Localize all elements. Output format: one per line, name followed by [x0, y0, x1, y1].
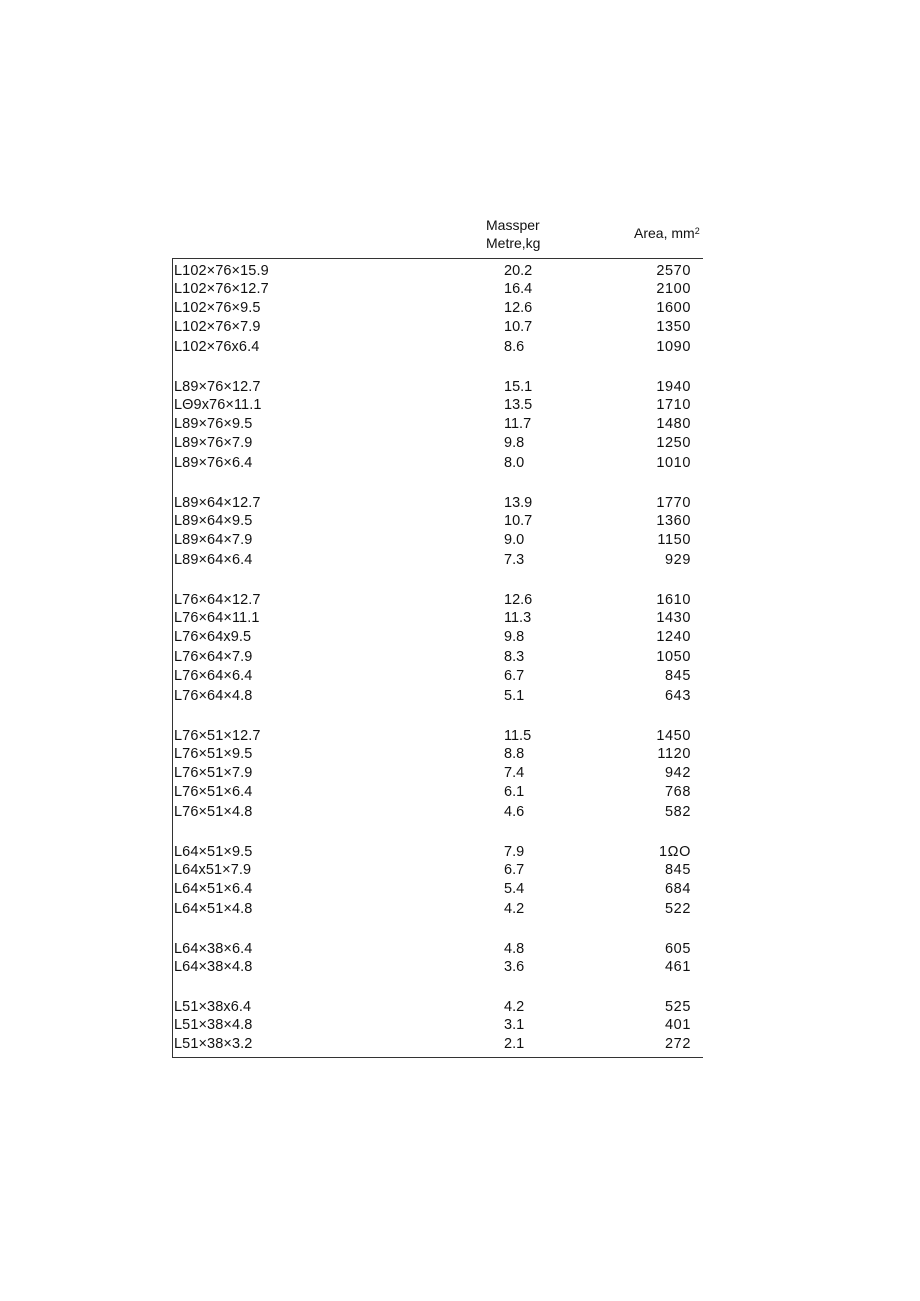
area-value: 461 [665, 959, 691, 975]
mass-per-metre-value: 8.6 [504, 339, 525, 355]
area-value: 1010 [656, 455, 691, 471]
table-row [173, 764, 703, 782]
table-row [173, 531, 703, 549]
table-row [173, 512, 703, 530]
section-designation: L102×76×12.7 [174, 281, 269, 297]
section-designation: L102×76×15.9 [174, 263, 269, 279]
mass-per-metre-value: 13.9 [504, 495, 533, 511]
area-value: 1710 [656, 397, 691, 413]
table-row [173, 900, 703, 918]
area-value: 929 [665, 552, 691, 568]
mass-per-metre-value: 4.6 [504, 804, 525, 820]
section-designation: L51×38×4.8 [174, 1017, 253, 1033]
mass-per-metre-value: 5.1 [504, 688, 525, 704]
table-row [173, 843, 703, 861]
area-value: 1090 [656, 339, 691, 355]
area-value: 1480 [656, 416, 691, 432]
section-designation: L102×76×7.9 [174, 319, 261, 335]
table-row [173, 609, 703, 627]
area-value: 1ΩO [659, 844, 691, 860]
mass-per-metre-value: 13.5 [504, 397, 533, 413]
area-value: 1450 [656, 728, 691, 744]
table-row [173, 803, 703, 821]
area-value: 1250 [656, 435, 691, 451]
section-designation: L76×64×4.8 [174, 688, 253, 704]
mass-per-metre-value: 9.0 [504, 532, 525, 548]
section-designation: L64×38×6.4 [174, 941, 253, 957]
table-row [173, 958, 703, 976]
area-value: 643 [665, 688, 691, 704]
area-value: 272 [665, 1036, 691, 1052]
area-value: 684 [665, 881, 691, 897]
table-row [173, 783, 703, 801]
table-row [173, 494, 703, 512]
section-designation: L89×64×6.4 [174, 552, 253, 568]
mass-per-metre-value: 12.6 [504, 300, 533, 316]
section-designation: L64×51×4.8 [174, 901, 253, 917]
angle-section-table [172, 258, 703, 1058]
area-value: 2570 [656, 263, 691, 279]
area-value: 401 [665, 1017, 691, 1033]
mass-per-metre-value: 9.8 [504, 629, 525, 645]
table-row [173, 415, 703, 433]
mass-header-line2: Metre,kg [486, 235, 541, 251]
table-row [173, 280, 703, 298]
mass-per-metre-value: 4.8 [504, 941, 525, 957]
area-value: 605 [665, 941, 691, 957]
area-value: 522 [665, 901, 691, 917]
area-header-superscript: 2 [694, 226, 700, 236]
area-value: 525 [665, 999, 691, 1015]
area-value: 1240 [656, 629, 691, 645]
area-value: 582 [665, 804, 691, 820]
table-row [173, 396, 703, 414]
table-row [173, 628, 703, 646]
table-row [173, 727, 703, 745]
mass-per-metre-value: 9.8 [504, 435, 525, 451]
section-designation: L51×38x6.4 [174, 999, 252, 1015]
section-designation: L76×64×6.4 [174, 668, 253, 684]
area-value: 942 [665, 765, 691, 781]
section-designation: L76×51×6.4 [174, 784, 253, 800]
section-designation: L76×64×11.1 [174, 610, 260, 626]
mass-per-metre-value: 8.0 [504, 455, 525, 471]
table-row [173, 687, 703, 705]
area-value: 1430 [656, 610, 691, 626]
area-value: 768 [665, 784, 691, 800]
table-row [173, 998, 703, 1016]
mass-per-metre-value: 6.7 [504, 862, 525, 878]
section-designation: L64×51×6.4 [174, 881, 253, 897]
table-row [173, 940, 703, 958]
mass-per-metre-value: 10.7 [504, 513, 533, 529]
table-row [173, 648, 703, 666]
section-designation: L64×51×9.5 [174, 844, 253, 860]
section-designation: L51×38×3.2 [174, 1036, 253, 1052]
section-designation: L89×76×7.9 [174, 435, 253, 451]
mass-per-metre-value: 2.1 [504, 1036, 525, 1052]
table-row [173, 299, 703, 317]
section-designation: L64×38×4.8 [174, 959, 253, 975]
area-value: 1350 [656, 319, 691, 335]
mass-per-metre-value: 11.5 [504, 728, 532, 744]
area-column-header [634, 224, 700, 242]
table-row [173, 667, 703, 685]
area-value: 1770 [656, 495, 691, 511]
table-row [173, 454, 703, 472]
area-value: 845 [665, 862, 691, 878]
table-row [173, 745, 703, 763]
mass-per-metre-value: 6.7 [504, 668, 525, 684]
mass-per-metre-value: 3.6 [504, 959, 525, 975]
area-value: 1600 [656, 300, 691, 316]
area-value: 1940 [656, 379, 691, 395]
section-designation: L76×51×4.8 [174, 804, 253, 820]
mass-per-metre-value: 8.3 [504, 649, 525, 665]
table-row [173, 880, 703, 898]
table-row [173, 262, 703, 280]
area-value: 1120 [657, 746, 691, 762]
mass-per-metre-value: 6.1 [504, 784, 525, 800]
section-designation: LΘ9x76×11.1 [174, 397, 262, 413]
mass-per-metre-value: 4.2 [504, 901, 525, 917]
section-designation: L89×76×9.5 [174, 416, 253, 432]
section-designation: L76×64×7.9 [174, 649, 253, 665]
mass-per-metre-value: 7.3 [504, 552, 525, 568]
section-designation: L76×64x9.5 [174, 629, 252, 645]
mass-per-metre-value: 20.2 [504, 263, 533, 279]
section-designation: L76×51×9.5 [174, 746, 253, 762]
section-designation: L102×76x6.4 [174, 339, 260, 355]
section-designation: L89×64×12.7 [174, 495, 261, 511]
section-designation: L89×76×12.7 [174, 379, 261, 395]
mass-header-line1: Massper [486, 217, 540, 233]
table-row [173, 1035, 703, 1053]
area-value: 1050 [656, 649, 691, 665]
table-row [173, 338, 703, 356]
mass-per-metre-value: 5.4 [504, 881, 525, 897]
section-designation: L64x51×7.9 [174, 862, 252, 878]
mass-per-metre-value: 11.3 [504, 610, 532, 626]
mass-per-metre-value: 10.7 [504, 319, 533, 335]
section-designation: L76×51×7.9 [174, 765, 253, 781]
section-designation: L89×64×7.9 [174, 532, 253, 548]
area-value: 1150 [657, 532, 691, 548]
table-row [173, 591, 703, 609]
area-value: 1360 [656, 513, 691, 529]
mass-column-header [486, 216, 540, 252]
area-value: 2100 [656, 281, 691, 297]
section-designation: L76×64×12.7 [174, 592, 261, 608]
area-value: 1610 [656, 592, 691, 608]
mass-per-metre-value: 7.4 [504, 765, 525, 781]
mass-per-metre-value: 16.4 [504, 281, 533, 297]
mass-per-metre-value: 11.7 [504, 416, 532, 432]
table-row [173, 551, 703, 569]
mass-per-metre-value: 12.6 [504, 592, 533, 608]
table-row [173, 318, 703, 336]
table-row [173, 1016, 703, 1034]
section-designation: L76×51×12.7 [174, 728, 261, 744]
mass-per-metre-value: 15.1 [504, 379, 533, 395]
table-row [173, 434, 703, 452]
mass-per-metre-value: 4.2 [504, 999, 525, 1015]
table-row [173, 861, 703, 879]
section-designation: L89×76×6.4 [174, 455, 253, 471]
mass-per-metre-value: 7.9 [504, 844, 525, 860]
table-row [173, 378, 703, 396]
area-header-label: Area, mm [634, 225, 695, 241]
mass-per-metre-value: 8.8 [504, 746, 525, 762]
section-designation: L102×76×9.5 [174, 300, 261, 316]
area-value: 845 [665, 668, 691, 684]
section-designation: L89×64×9.5 [174, 513, 253, 529]
mass-per-metre-value: 3.1 [504, 1017, 525, 1033]
